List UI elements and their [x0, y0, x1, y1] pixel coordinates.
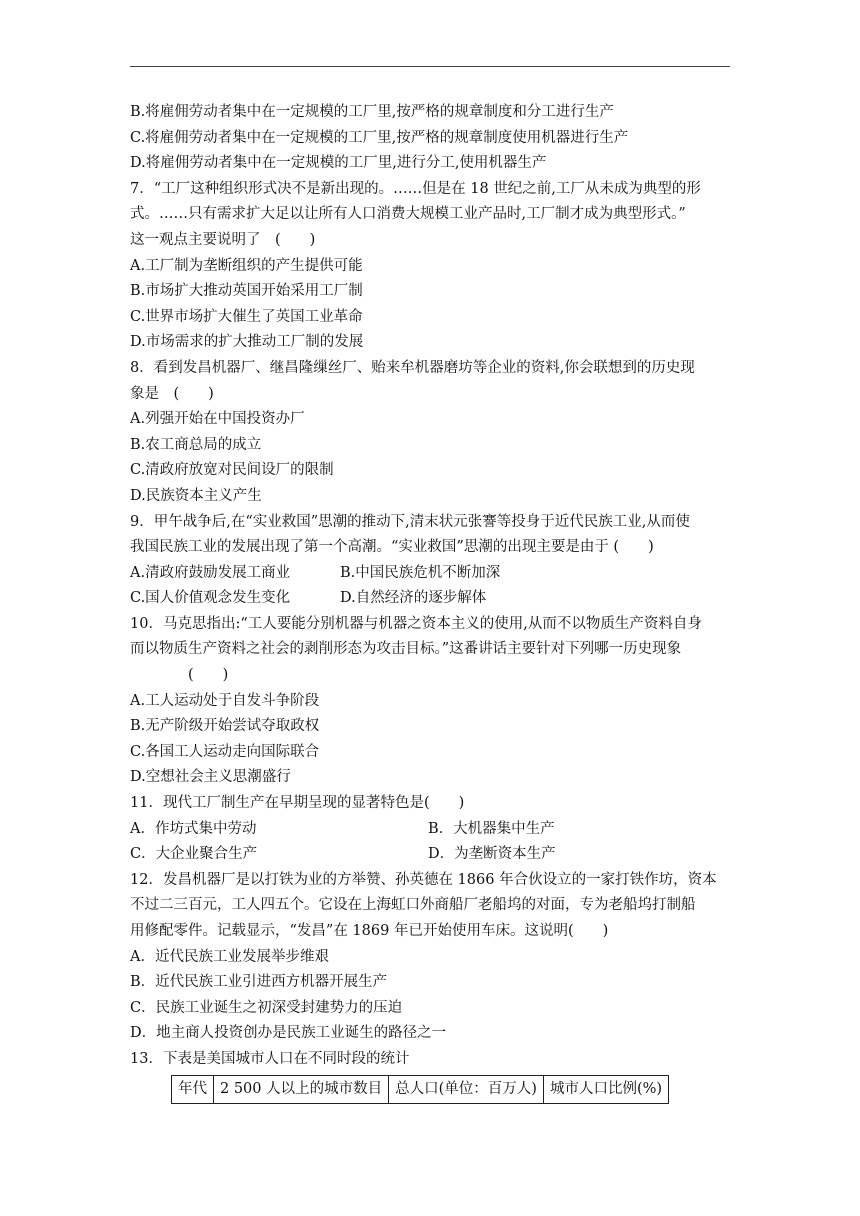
option-b[interactable]: B.无产阶级开始尝试夺取政权: [130, 718, 320, 735]
question-stem-line: 式。……只有需求扩大足以让所有人口消费大规模工业产品时,工厂制才成为典型形式。”: [130, 206, 686, 223]
option-row: [130, 842, 730, 868]
option-row: [130, 561, 730, 587]
question-stem-line: 象是 ( ): [130, 385, 214, 402]
option-b[interactable]: B.中国民族危机不断加深: [340, 564, 501, 581]
exam-page-content: [130, 100, 730, 1104]
question-stem-line: 10．马克思指出:“工人要能分别机器与机器之资本主义的使用,从而不以物质生产资料自身: [130, 615, 702, 632]
option-d[interactable]: D.民族资本主义产生: [130, 487, 262, 504]
table-header-cell: 城市人口比例(%): [543, 1075, 668, 1104]
question-stem-line: 9．甲午战争后,在“实业救国”思潮的推动下,清末状元张謇等投身于近代民族工业,从而使: [130, 513, 690, 530]
option-b[interactable]: B.市场扩大推动英国开始采用工厂制: [130, 283, 363, 300]
table-header-cell: 2 500 人以上的城市数目: [214, 1075, 389, 1104]
option-b[interactable]: B.将雇佣劳动者集中在一定规模的工厂里,按严格的规章制度和分工进行生产: [130, 104, 614, 120]
option-d[interactable]: D．为垄断资本生产: [428, 846, 556, 863]
question-stem-line: 8．看到发昌机器厂、继昌隆缫丝厂、贻来牟机器磨坊等企业的资料,你会联想到的历史现: [130, 359, 695, 376]
question-stem-line: 不过二三百元，工人四五个。它设在上海虹口外商船厂老船坞的对面，专为老船坞打制船: [130, 897, 696, 914]
option-a[interactable]: A.工人运动处于自发斗争阶段: [130, 692, 320, 709]
question-stem: 11．现代工厂制生产在早期呈现的显著特色是( ): [130, 795, 465, 812]
table-header-cell: 年代: [172, 1075, 214, 1104]
question-stem-line: 我国民族工业的发展出现了第一个高潮。“实业救国”思潮的出现主要是由于 ( ): [130, 539, 654, 556]
question-stem-line: 12．发昌机器厂是以打铁为业的方举赞、孙英德在 1866 年合伙设立的一家打铁作坊，资本: [130, 871, 717, 888]
question-8: [130, 356, 730, 510]
option-b[interactable]: B．近代民族工业引进西方机器开展生产: [130, 974, 388, 991]
question-stem-line: 7．“工厂这种组织形式决不是新出现的。……但是在 18 世纪之前,工厂从未成为典型的形: [130, 180, 701, 197]
option-row: [130, 586, 730, 612]
option-a[interactable]: A．作坊式集中劳动: [130, 820, 257, 837]
option-d[interactable]: D.将雇佣劳动者集中在一定规模的工厂里,进行分工,使用机器生产: [130, 155, 547, 172]
option-c[interactable]: C．民族工业诞生之初深受封建势力的压迫: [130, 999, 403, 1016]
option-row: [130, 817, 730, 843]
question-stem-line: ( ): [130, 667, 229, 684]
option-d[interactable]: D.市场需求的扩大推动工厂制的发展: [130, 334, 364, 351]
option-a[interactable]: A.列强开始在中国投资办厂: [130, 411, 305, 428]
option-d[interactable]: D.自然经济的逐步解体: [340, 590, 487, 607]
prev-question-options: [130, 100, 730, 177]
option-d[interactable]: D．地主商人投资创办是民族工业诞生的路径之一: [130, 1025, 447, 1042]
question-10: [130, 612, 730, 791]
table-header-cell: 总人口(单位：百万人): [389, 1075, 544, 1104]
option-b[interactable]: B.农工商总局的成立: [130, 436, 262, 453]
option-a[interactable]: A.清政府鼓励发展工商业: [130, 564, 291, 581]
question-stem: 13．下表是美国城市人口在不同时段的统计: [130, 1050, 410, 1067]
option-d[interactable]: D.空想社会主义思潮盛行: [130, 769, 291, 786]
option-c[interactable]: C.各国工人运动走向国际联合: [130, 743, 320, 760]
option-a[interactable]: A.工厂制为垄断组织的产生提供可能: [130, 257, 363, 274]
option-a[interactable]: A．近代民族工业发展举步维艰: [130, 948, 329, 965]
option-c[interactable]: C.国人价值观念发生变化: [130, 590, 291, 607]
option-c[interactable]: C.清政府放宽对民间设厂的限制: [130, 462, 334, 479]
table-header-row: [172, 1075, 669, 1104]
question-9: [130, 510, 730, 612]
population-table: [171, 1075, 669, 1105]
question-stem-line: 用修配零件。记载显示，“发昌”在 1869 年已开始使用车床。这说明( ): [130, 923, 609, 939]
question-stem-line: 这一观点主要说明了 ( ): [130, 231, 316, 248]
option-b[interactable]: B．大机器集中生产: [428, 820, 555, 837]
option-c[interactable]: C.世界市场扩大催生了英国工业革命: [130, 308, 363, 325]
question-stem-line: 而以物质生产资料之社会的剥削形态为攻击目标。”这番讲话主要针对下列哪一历史现象: [130, 641, 682, 658]
question-11: [130, 791, 730, 868]
option-c[interactable]: C.将雇佣劳动者集中在一定规模的工厂里,按严格的规章制度使用机器进行生产: [130, 129, 629, 146]
option-c[interactable]: C．大企业聚合生产: [130, 846, 258, 863]
question-13: [130, 1047, 730, 1104]
question-12: [130, 868, 730, 1047]
question-7: [130, 177, 730, 356]
header-rule: [130, 66, 730, 67]
